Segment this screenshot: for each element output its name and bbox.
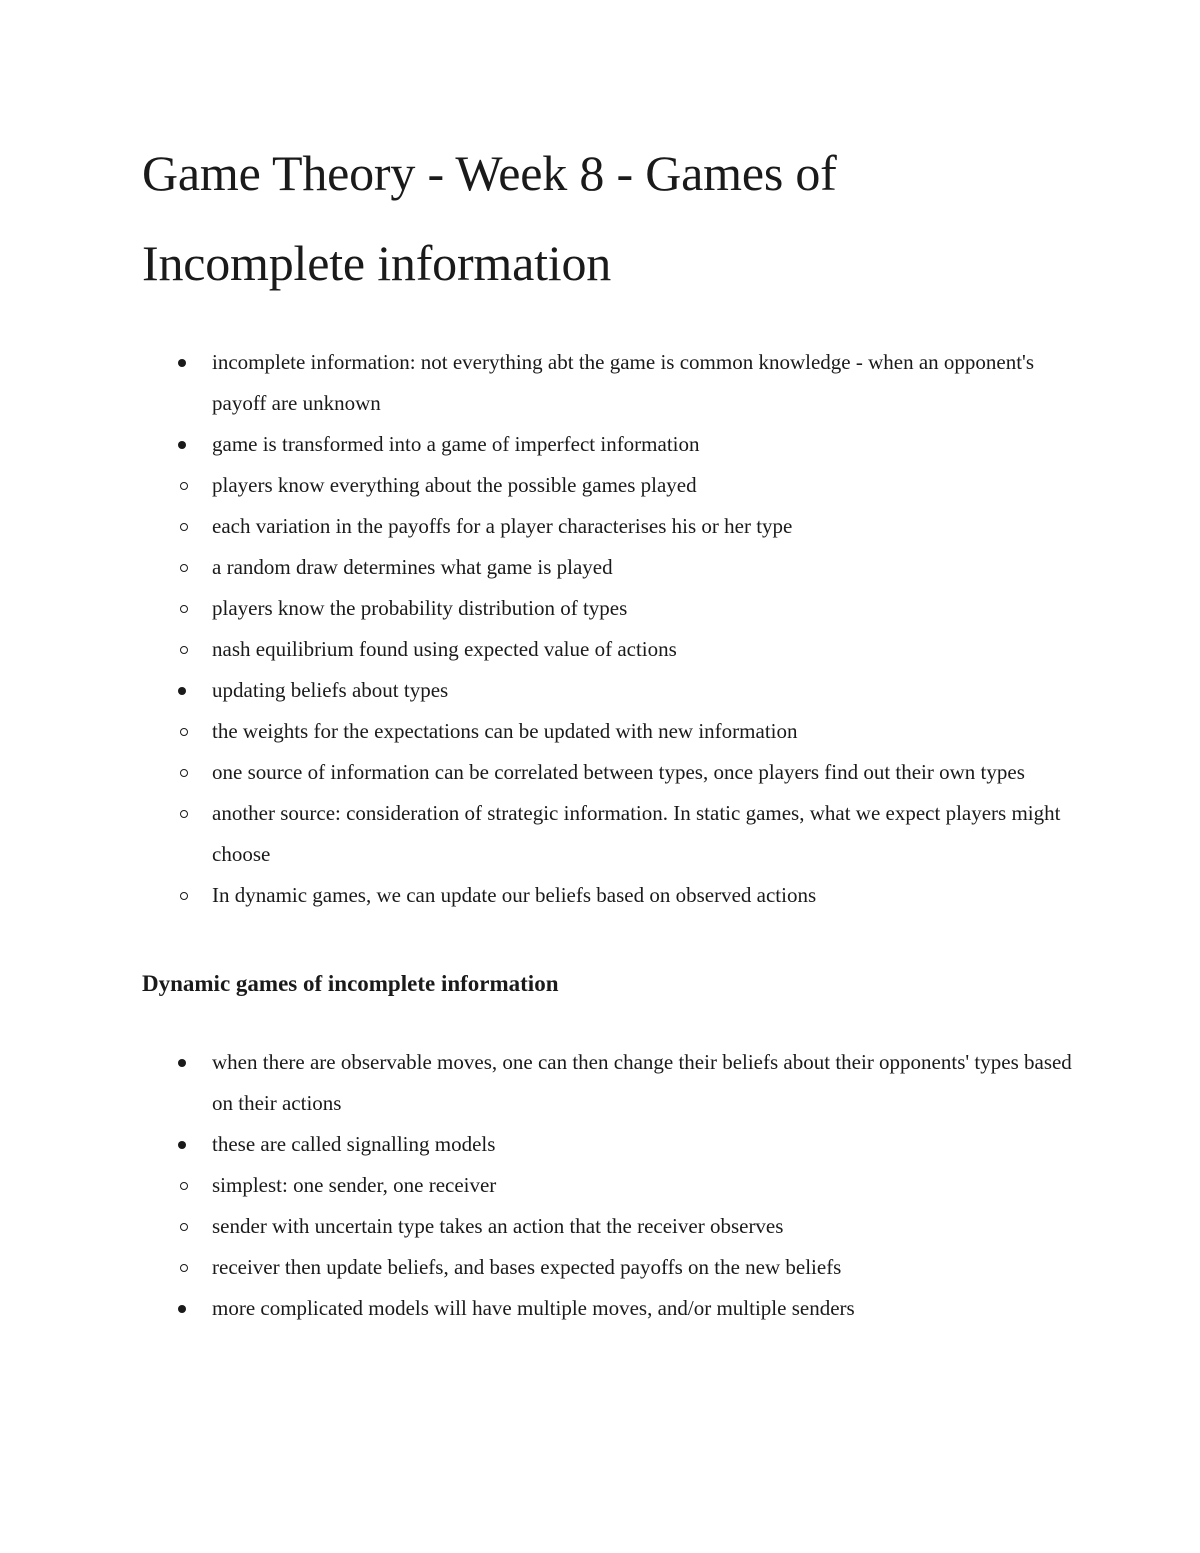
filled-bullet-icon [178, 441, 186, 449]
sub-list-item [142, 506, 1082, 547]
filled-bullet-icon [178, 1141, 186, 1149]
document-page [142, 128, 1082, 1329]
list-item [142, 1042, 1082, 1124]
filled-bullet-icon [178, 1305, 186, 1313]
sub-list-item-text: players know the probability distribution of types [212, 596, 628, 620]
sub-list-item-text: In dynamic games, we can update our beliefs based on observed actions [212, 883, 817, 907]
list-item [142, 1124, 1082, 1165]
sub-list-item-text: each variation in the payoffs for a player characterises his or her type [212, 514, 793, 538]
sub-list-container [142, 1165, 1082, 1288]
list-item-text: game is transformed into a game of imperfect information [212, 432, 700, 456]
sub-list-item-text: receiver then update beliefs, and bases expected payoffs on the new beliefs [212, 1255, 842, 1279]
list-item [142, 670, 1082, 711]
sub-list-item-text: nash equilibrium found using expected value of actions [212, 637, 677, 661]
hollow-bullet-icon [180, 646, 188, 654]
hollow-bullet-icon [180, 892, 188, 900]
sub-list-item-text: simplest: one sender, one receiver [212, 1173, 497, 1197]
filled-bullet-icon [178, 359, 186, 367]
list-item-text: more complicated models will have multiple moves, and/or multiple senders [212, 1296, 855, 1320]
list-item-text: when there are observable moves, one can then change their beliefs about their opponents' types based on their actions [212, 1050, 1072, 1115]
sub-list-item [142, 793, 1082, 875]
sub-list-item [142, 547, 1082, 588]
sub-list-item [142, 1165, 1082, 1206]
list-item-text: incomplete information: not everything abt the game is common knowledge - when an opponent's payoff are unknown [212, 350, 1035, 415]
sub-list-item [142, 1247, 1082, 1288]
list-item-text: these are called signalling models [212, 1132, 496, 1156]
hollow-bullet-icon [180, 523, 188, 531]
hollow-bullet-icon [180, 482, 188, 490]
sub-list-item-text: players know everything about the possible games played [212, 473, 697, 497]
sub-list-item-text: another source: consideration of strategic information. In static games, what we expect players might choose [212, 801, 1061, 866]
filled-bullet-icon [178, 687, 186, 695]
bullet-list-dynamic-games [142, 1042, 1082, 1329]
hollow-bullet-icon [180, 810, 188, 818]
list-item [142, 342, 1082, 424]
hollow-bullet-icon [180, 605, 188, 613]
list-item [142, 1288, 1082, 1329]
hollow-bullet-icon [180, 1223, 188, 1231]
filled-bullet-icon [178, 1059, 186, 1067]
sub-list-item-text: one source of information can be correlated between types, once players find out their own types [212, 760, 1025, 784]
page-title [142, 128, 1082, 308]
sub-list-item-text: the weights for the expectations can be updated with new information [212, 719, 798, 743]
sub-list-item [142, 752, 1082, 793]
title-line-2: Incomplete information [142, 235, 612, 291]
hollow-bullet-icon [180, 1264, 188, 1272]
hollow-bullet-icon [180, 1182, 188, 1190]
sub-list-item-text: a random draw determines what game is played [212, 555, 613, 579]
sub-list-item [142, 588, 1082, 629]
hollow-bullet-icon [180, 728, 188, 736]
sub-list-container [142, 465, 1082, 670]
list-item [142, 424, 1082, 465]
sub-list-item [142, 711, 1082, 752]
sub-list [142, 465, 1082, 670]
hollow-bullet-icon [180, 564, 188, 572]
sub-list-item [142, 1206, 1082, 1247]
sub-list-item [142, 875, 1082, 916]
bullet-list-intro [142, 342, 1082, 916]
sub-list-container [142, 711, 1082, 916]
sub-list [142, 711, 1082, 916]
list-item-text: updating beliefs about types [212, 678, 449, 702]
title-line-1: Game Theory - Week 8 - Games of [142, 145, 837, 201]
sub-list-item-text: sender with uncertain type takes an action that the receiver observes [212, 1214, 784, 1238]
sub-list-item [142, 465, 1082, 506]
section-heading: Dynamic games of incomplete information [142, 971, 559, 996]
sub-list [142, 1165, 1082, 1288]
sub-list-item [142, 629, 1082, 670]
hollow-bullet-icon [180, 769, 188, 777]
